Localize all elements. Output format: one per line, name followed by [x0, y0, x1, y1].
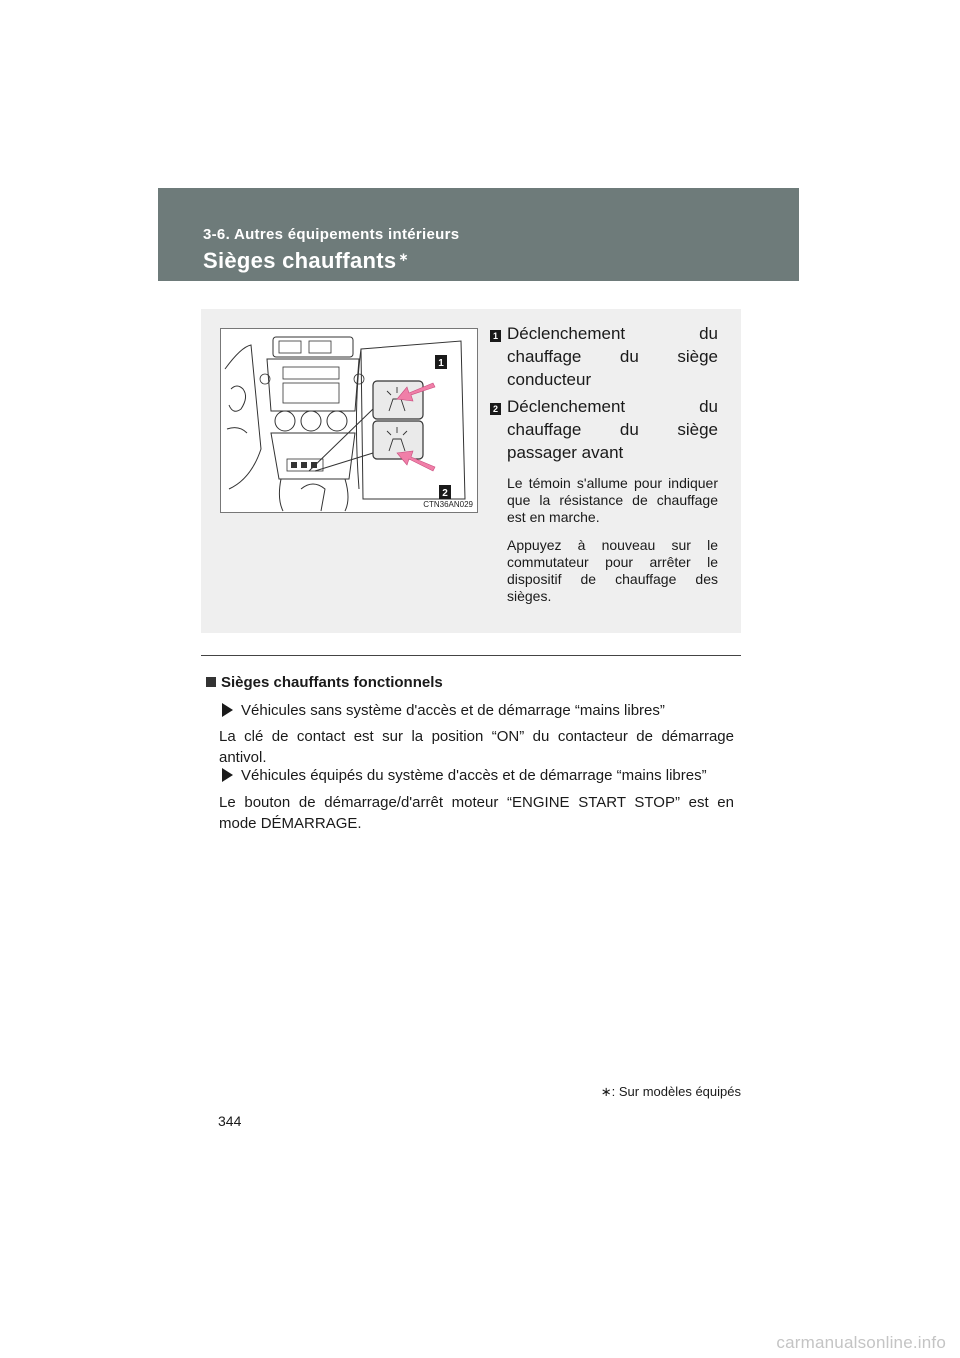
- callout-text: Déclenchement du chauffage du siège conducteur: [507, 324, 718, 389]
- triangle-bullet-icon: [222, 768, 233, 782]
- chapter-header-band: [158, 188, 799, 281]
- figure-callout-2: 2: [442, 488, 448, 499]
- figure-callout-1: 1: [438, 358, 444, 369]
- callout-item: [490, 322, 718, 391]
- body-paragraph: La clé de contact est sur la position “ON” du contacteur de démarrage antivol.: [219, 728, 734, 766]
- condition-text: Véhicules équipés du système d'accès et de démarrage “mains libres”: [241, 767, 707, 784]
- dashboard-illustration: [220, 328, 478, 513]
- square-bullet-icon: [206, 677, 216, 687]
- footnote: [601, 1084, 741, 1100]
- body-paragraph: Le bouton de démarrage/d'arrêt moteur “ENGINE START STOP” est en mode DÉMARRAGE.: [219, 794, 734, 832]
- info-box: [201, 309, 741, 633]
- condition-text: Véhicules sans système d'accès et de démarrage “mains libres”: [241, 702, 665, 719]
- indicator-note: Le témoin s'allume pour indiquer que la résistance de chauffage est en marche.: [507, 475, 718, 525]
- callout-list: [490, 322, 718, 605]
- section-label: 3-6. Autres équipements intérieurs: [203, 226, 460, 243]
- page-number: 344: [218, 1113, 242, 1129]
- page-title-text: Sièges chauffants: [203, 248, 397, 273]
- page-title: [203, 248, 409, 274]
- footnote-text: : Sur modèles équipés: [611, 1084, 741, 1099]
- callout-number-badge: 2: [490, 403, 501, 415]
- callout-text: Déclenchement du chauffage du siège passager avant: [507, 397, 718, 462]
- section-heading: [206, 674, 443, 691]
- section-heading-text: Sièges chauffants fonctionnels: [221, 674, 443, 691]
- section-divider: [201, 655, 741, 656]
- dashboard-drawing: [221, 329, 477, 512]
- watermark: carmanualsonline.info: [776, 1333, 946, 1352]
- switch-off-note: Appuyez à nouveau sur le commutateur pour arrêter le dispositif de chauffage des sièges.: [507, 537, 718, 604]
- condition-line: [222, 766, 707, 784]
- triangle-bullet-icon: [222, 703, 233, 717]
- footnote-asterisk: ∗: [600, 1084, 612, 1099]
- figure-code: CTN36AN029: [423, 500, 473, 509]
- callout-number-badge: 1: [490, 330, 501, 342]
- callout-item: [490, 395, 718, 464]
- title-asterisk: ∗: [398, 250, 409, 264]
- condition-line: [222, 701, 665, 719]
